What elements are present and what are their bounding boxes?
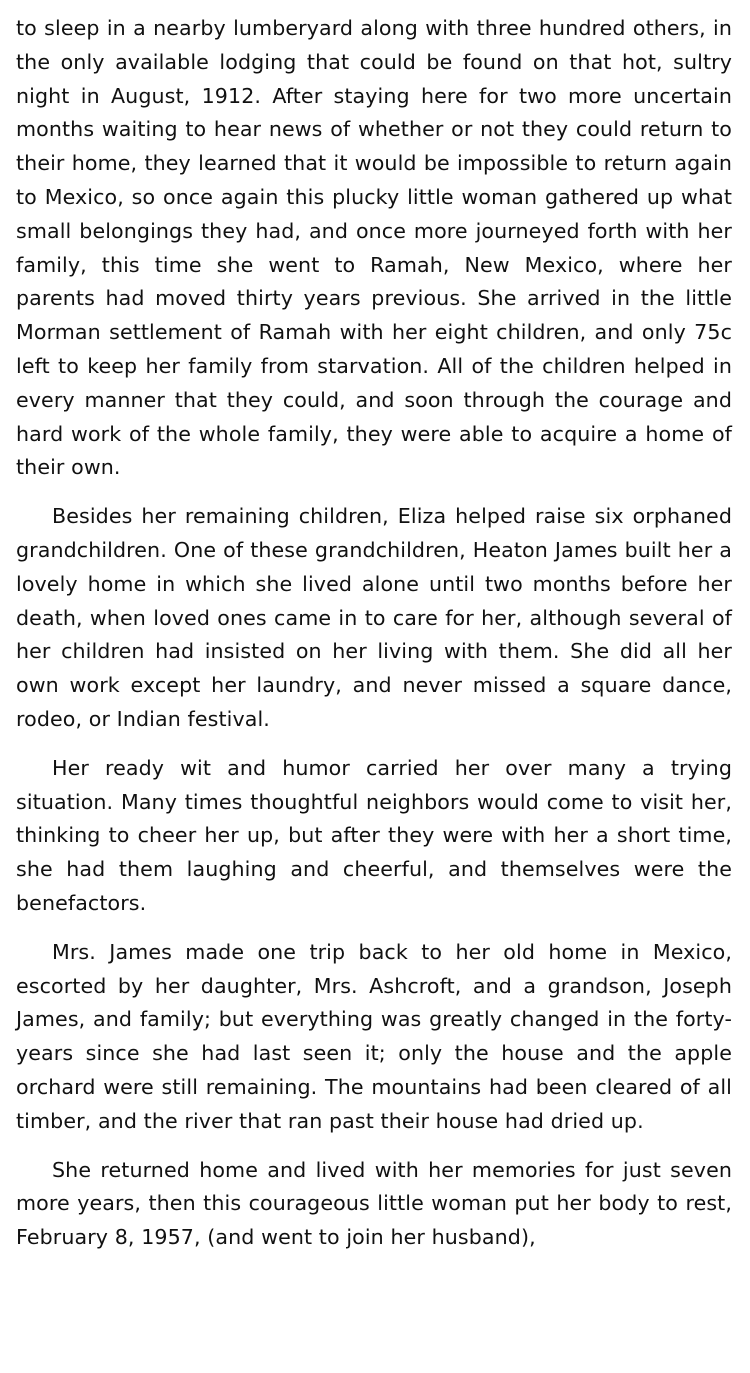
paragraph-wit-and-humor: Her ready wit and humor carried her over many a trying situation. Many times thoughtful neighbors would come to visit her, thinking to cheer her up, but after they were with her a short time, she had them laughing and cheerful, and themselves were the benefactors. <box>16 755 732 915</box>
document-page <box>16 12 732 1255</box>
paragraph-final-years: She returned home and lived with her memories for just seven more years, then this courageous little woman put her body to rest, February 8, 1957, (and went to join her husband), <box>16 1157 732 1250</box>
paragraph-trip-to-mexico: Mrs. James made one trip back to her old home in Mexico, escorted by her daughter, Mrs. Ashcroft, and a grandson, Joseph James, and family; but everything was greatly changed in the forty-years since she had last seen it; only the house and the apple orchard were still remaining. The mountains had been cleared of all timber, and the river that ran past their house had dried up. <box>16 939 732 1133</box>
paragraph-lumberyard: to sleep in a nearby lumberyard along with three hundred others, in the only available lodging that could be found on that hot, sultry night in August, 1912. After staying here for two more uncertain months waiting to hear news of whether or not they could return to their home, they learned that it would be impossible to return again to Mexico, so once again this plucky little woman gathered up what small belongings they had, and once more journeyed forth with her family, this time she went to Ramah, New Mexico, where her parents had moved thirty years previous. She arrived in the little Morman settlement of Ramah with her eight children, and only 75c left to keep her family from starvation. All of the children helped in every manner that they could, and soon through the courage and hard work of the whole family, they were able to acquire a home of their own. <box>16 16 732 480</box>
paragraph-grandchildren: Besides her remaining children, Eliza helped raise six orphaned grandchildren. One of these grandchildren, Heaton James built her a lovely home in which she lived alone until two months before her death, when loved ones came in to care for her, although several of her children had insisted on her living with them. She did all her own work except her laundry, and never missed a square dance, rodeo, or Indian festival. <box>16 504 732 731</box>
